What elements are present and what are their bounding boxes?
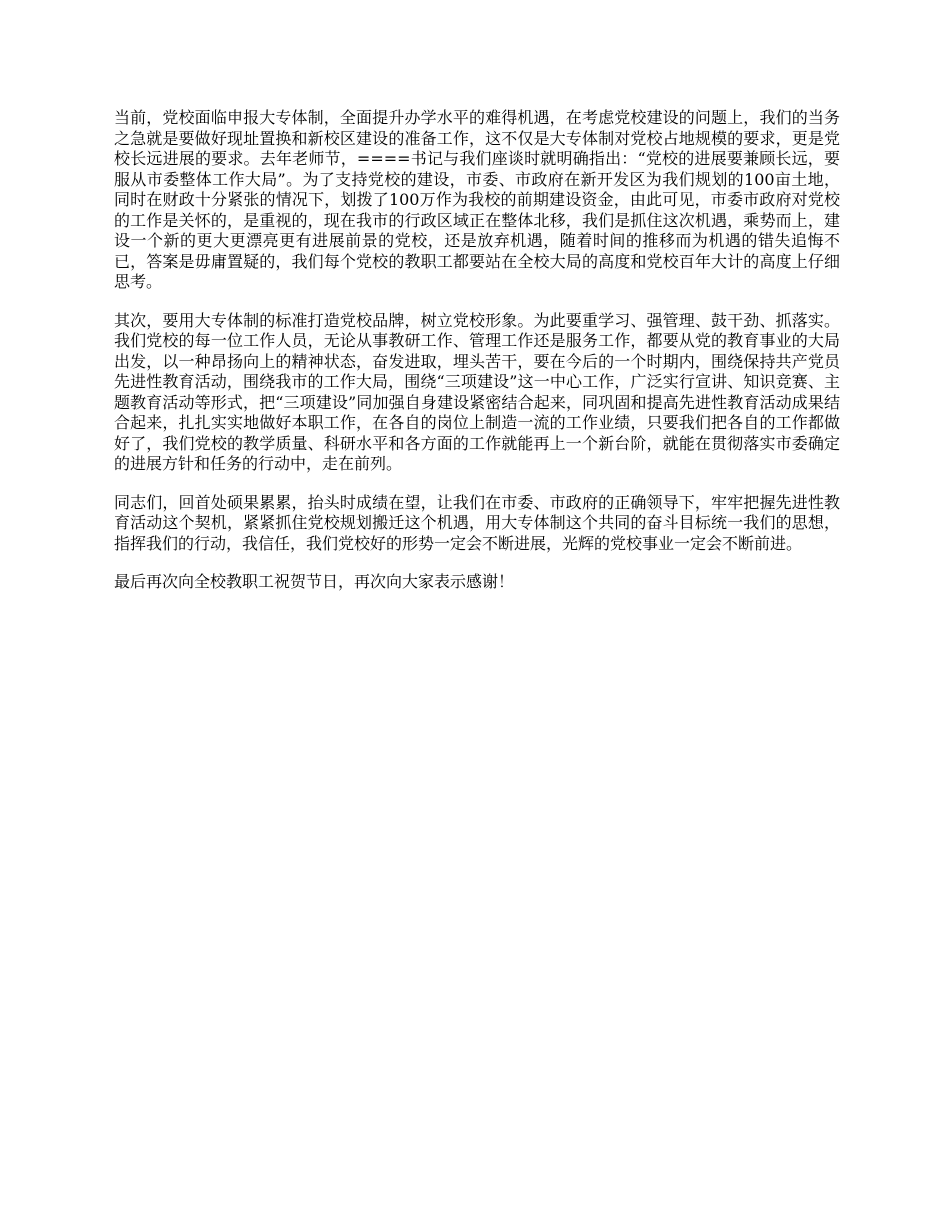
paragraph-3: 同志们，回首处硕果累累，抬头时成绩在望，让我们在市委、市政府的正确领导下，牢牢把握先进性教育活动这个契机，紧紧抓住党校规划搬迁这个机遇，用大专体制这个共同的奋斗目标统一我们的思想，指挥我们的行动，我信任，我们党校好的形势一定会不断进展，光辉的党校事业一定会不断前进。 [114, 492, 840, 553]
paragraph-4: 最后再次向全校教职工祝贺节日，再次向大家表示感谢！ [114, 572, 515, 591]
document-body [114, 108, 840, 611]
paragraph-1: 当前，党校面临申报大专体制，全面提升办学水平的难得机遇，在考虑党校建设的问题上，我们的当务之急就是要做好现址置换和新校区建设的准备工作，这不仅是大专体制对党校占地规模的要求，更是党校长远进展的要求。去年老师节，====书记与我们座谈时就明确指出：“党校的进展要兼顾长远，要服从市委整体工作大局”。为了支持党校的建设，市委、市政府在新开发区为我们规划的100亩土地，同时在财政十分紧张的情况下，划拨了100万作为我校的前期建设资金，由此可见，市委市政府对党校的工作是关怀的，是重视的，现在我市的行政区域正在整体北移，我们是抓住这次机遇，乘势而上，建设一个新的更大更漂亮更有进展前景的党校，还是放弃机遇，随着时间的推移而为机遇的错失追悔不已，答案是毋庸置疑的，我们每个党校的教职工都要站在全校大局的高度和党校百年大计的高度上仔细思考。 [114, 108, 840, 291]
paragraph-2: 其次，要用大专体制的标准打造党校品牌，树立党校形象。为此要重学习、强管理、鼓干劲、抓落实。我们党校的每一位工作人员，无论从事教研工作、管理工作还是服务工作，都要从党的教育事业的大局出发，以一种昂扬向上的精神状态，奋发进取，埋头苦干，要在今后的一个时期内，围绕保持共产党员先进性教育活动，围绕我市的工作大局，围绕“三项建设”这一中心工作，广泛实行宣讲、知识竞赛、主题教育活动等形式，把“三项建设”同加强自身建设紧密结合起来，同巩固和提高先进性教育活动成果结合起来，扎扎实实地做好本职工作，在各自的岗位上制造一流的工作业绩，只要我们把各自的工作都做好了，我们党校的教学质量、科研水平和各方面的工作就能再上一个新台阶，就能在贯彻落实市委确定的进展方针和任务的行动中，走在前列。 [114, 310, 840, 473]
